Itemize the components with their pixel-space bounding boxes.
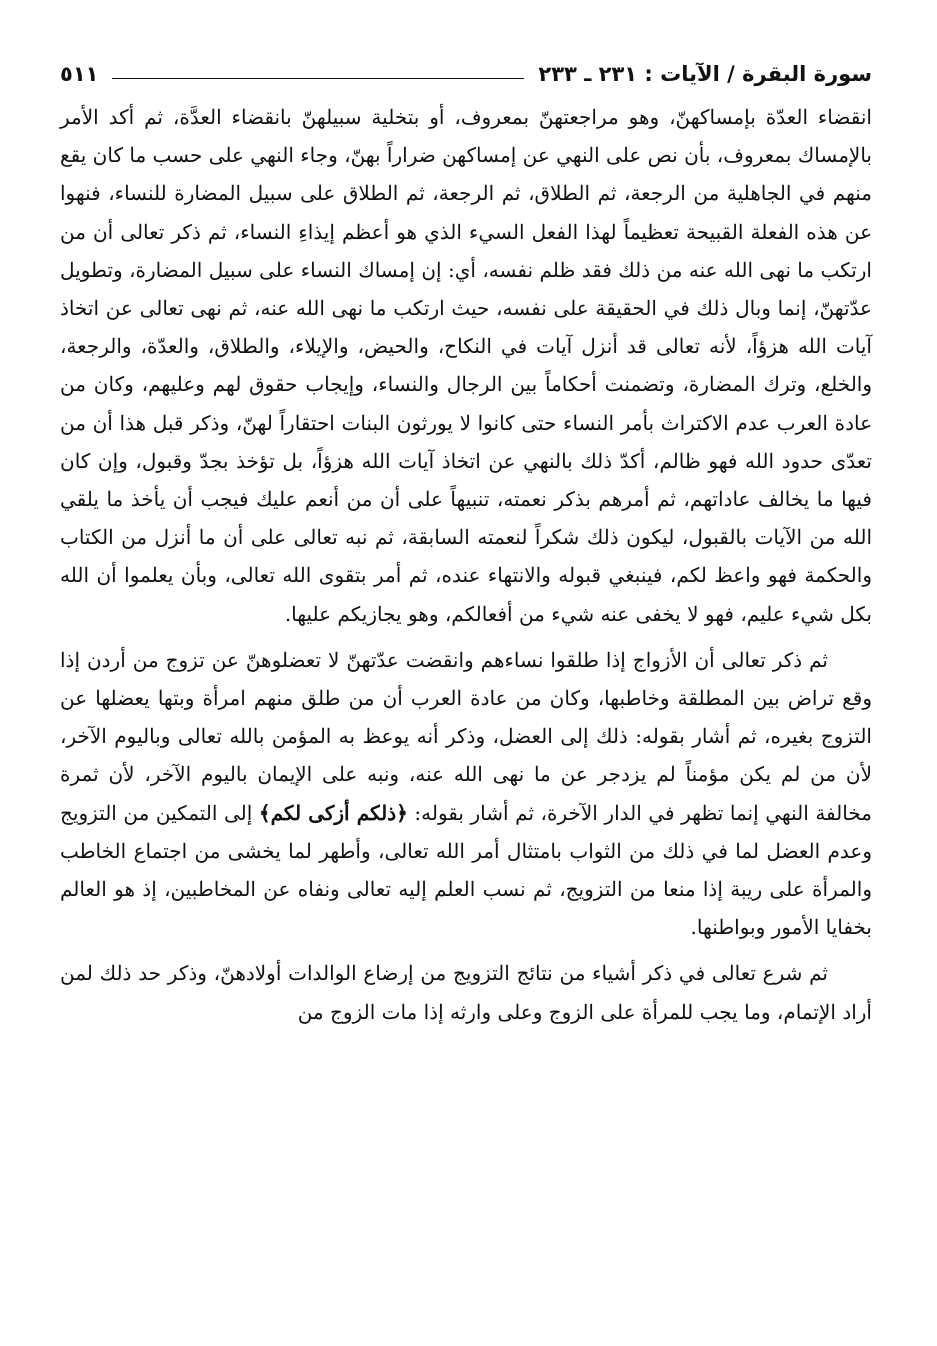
header-rule — [112, 78, 524, 79]
quran-quote: ﴿ذلكم أزكى لكم﴾ — [258, 800, 408, 825]
page-number: ٥١١ — [60, 62, 99, 86]
page-header — [60, 52, 872, 96]
paragraph-3: ثم شرع تعالى في ذكر أشياء من نتائج التزويج من إرضاع الوالدات أولادهنّ، وذكر حد ذلك لمن أراد الإتمام، وما يجب للمرأة على الزوج وعلى وارثه إذا مات الزوج من — [60, 961, 872, 1024]
book-page — [60, 52, 872, 1031]
paragraph-2-text-after: إلى التمكين من التزويج وعدم العضل لما في ذلك من الثواب بامتثال أمر الله تعالى، وأطهر لما يخشى من اجتماع الخاطب والمرأة على ريبة إذا منعا من التزويج، ثم نسب العلم إليه تعالى ونفاه عن المخاطبين، إذ هو العالم بخفايا الأمور وبواطنها. — [60, 800, 872, 940]
running-title: سورة البقرة / الآيات : ٢٣١ ـ ٢٣٣ — [538, 62, 872, 86]
paragraph-1: انقضاء العدّة بإمساكهنّ، وهو مراجعتهنّ بمعروف، أو بتخلية سبيلهنّ بانقضاء العدَّة، ثم أكد الأمر بالإمساك بمعروف، بأن نص على النهي عن إمساكهن ضراراً بهنّ، وجاء النهي على حسب ما كان يقع منهم في الجاهلية من الرجعة، ثم الطلاق، ثم الرجعة، ثم الطلاق على سبيل المضارة للنساء، فنهوا عن هذه الفعلة القبيحة تعظيماً لهذا الفعل السيء الذي هو أعظم إيذاءِ النساء، ثم ذكر تعالى أن من ارتكب ما نهى الله عنه من ذلك فقد ظلم نفسه، أي: إن إمساك النساء على سبيل المضارة، وتطويل عدّتهنّ، إنما وبال ذلك في الحقيقة على نفسه، حيث ارتكب ما نهى الله عنه، ثم نهى تعالى عن اتخاذ آيات الله هزؤاً، لأنه تعالى قد أنزل آيات في النكاح، والحيض، والإيلاء، والطلاق، والعدّة، والرجعة، والخلع، وترك المضارة، وتضمنت أحكاماً بين الرجال والنساء، وإيجاب حقوق لهم وعليهم، وكان من عادة العرب عدم الاكتراث بأمر النساء حتى كانوا لا يورثون البنات احتقاراً لهنّ، وذكر قبل هذا أن من تعدّى حدود الله فهو ظالم، أكدّ ذلك بالنهي عن اتخاذ آيات الله هزؤاً، بل تؤخذ بجدّ وقبول، وإن كان فيها ما يخالف عاداتهم، ثم أمرهم بذكر نعمته، تنبيهاً على أن من أنعم عليك فيجب أن يأخذ ما يلقي الله من الآيات بالقبول، ليكون ذلك شكراً لنعمته السابقة، ثم نبه تعالى على أن ما أنزل من الكتاب والحكمة فهو واعظ لكم، فينبغي قبوله والانتهاء عنده، ثم أمر بتقوى الله تعالى، وبأن يعلموا أن الله بكل شيء عليم، فهو لا يخفى عنه شيء من أفعالكم، وهو يجازيكم عليها. — [60, 105, 873, 626]
paragraph-2-text-before: ثم ذكر تعالى أن الأزواج إذا طلقوا نساءهم وانقضت عدّتهنّ لا تعضلوهنّ عن تزوج من أردن إذا وقع تراض بين المطلقة وخاطبها، وكان من عادة العرب أن من طلق منهم امرأة وبتها يعضلها عن التزوج بغيره، ثم أشار بقوله: ذلك إلى العضل، وذكر أنه يوعظ به المؤمن بالله تعالى وباليوم الآخر، لأن من لم يكن مؤمناً لم يزدجر عن ما نهى الله عنه، ونبه على الإيمان باليوم الآخر، لأن ثمرة مخالفة النهي إنما تظهر في الدار الآخرة، ثم أشار بقوله: — [60, 647, 872, 825]
paragraph-2 — [60, 641, 872, 947]
